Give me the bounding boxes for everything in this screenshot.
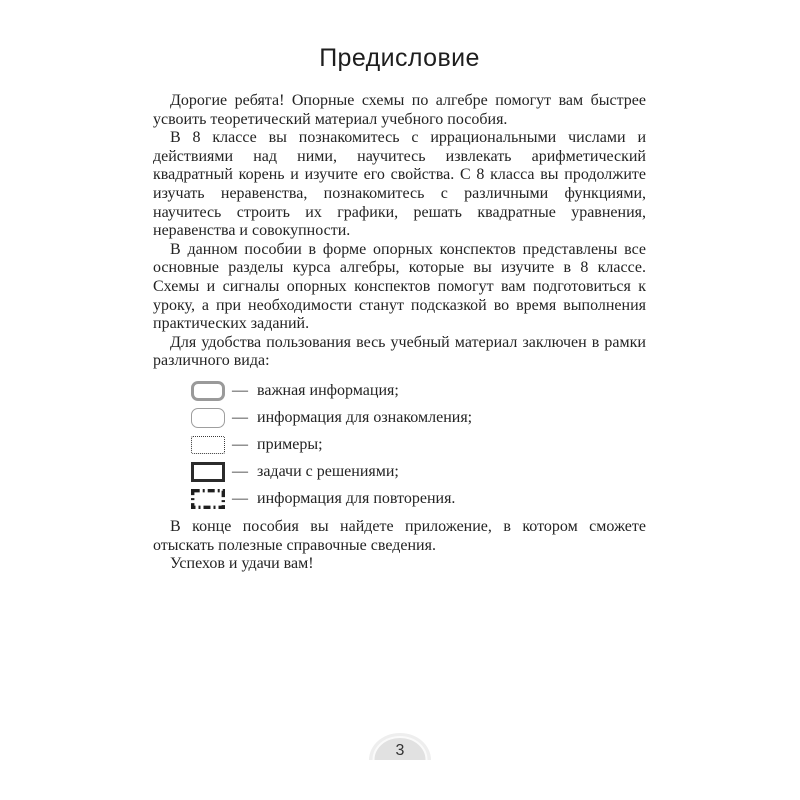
legend-dash: — xyxy=(232,408,248,426)
page-number: 3 xyxy=(395,742,405,759)
legend-dash: — xyxy=(232,489,248,507)
paragraph-book-purpose: В данном пособии в форме опорных конспектов представлены все основные разделы курса алгебры, которые вы изучите в 8 классе. Схемы и сигналы опорных конспектов помогут вам подготовиться к уроку, а при необходимости станут подсказкой во время выполнения практических заданий. xyxy=(153,240,646,333)
page-title: Предисловие xyxy=(319,44,480,72)
legend-label: важная информация; xyxy=(257,381,399,399)
frame-legend xyxy=(191,381,646,509)
legend-dash: — xyxy=(232,462,248,480)
legend-item-important xyxy=(191,381,646,401)
paragraph-course-overview: В 8 классе вы познакомитесь с иррациональными числами и действиями над ними, научитесь извлекать арифметический квадратный корень и изучите его свойства. С 8 класса вы продолжите изучать неравенства, познакомитесь с различными функциями, научитесь строить их графики, решать квадратные уравнения, неравенства и совокупности. xyxy=(153,129,646,240)
legend-label: информация для повторения. xyxy=(257,489,456,507)
examples-box-icon xyxy=(191,436,225,454)
legend-label: информация для ознакомления; xyxy=(257,408,473,426)
legend-item-repetition xyxy=(191,489,646,509)
legend-dash: — xyxy=(232,381,248,399)
page-number-tab-outer-ring xyxy=(369,733,431,760)
legend-label: задачи с решениями; xyxy=(257,462,399,480)
legend-item-examples xyxy=(191,435,646,455)
paragraph-legend-lead-in: Для удобства пользования весь учебный материал заключен в рамки различного вида: xyxy=(153,333,646,370)
paragraph-good-luck: Успехов и удачи вам! xyxy=(170,555,314,573)
legend-label: примеры; xyxy=(257,435,323,453)
repetition-info-box-icon xyxy=(191,489,225,509)
important-info-box-icon xyxy=(191,381,225,401)
legend-item-solved-tasks xyxy=(191,462,646,482)
paragraph-appendix-note: В конце пособия вы найдете приложение, в котором сможете отыскать полезные справочные сведения. xyxy=(153,517,646,554)
familiarization-info-box-icon xyxy=(191,408,225,428)
paragraph-intro: Дорогие ребята! Опорные схемы по алгебре помогут вам быстрее усвоить теоретический материал учебного пособия. xyxy=(153,92,646,128)
solved-tasks-box-icon xyxy=(191,462,225,482)
legend-dash: — xyxy=(232,435,248,453)
legend-item-familiarization xyxy=(191,408,646,428)
page-number-tab xyxy=(373,736,428,760)
